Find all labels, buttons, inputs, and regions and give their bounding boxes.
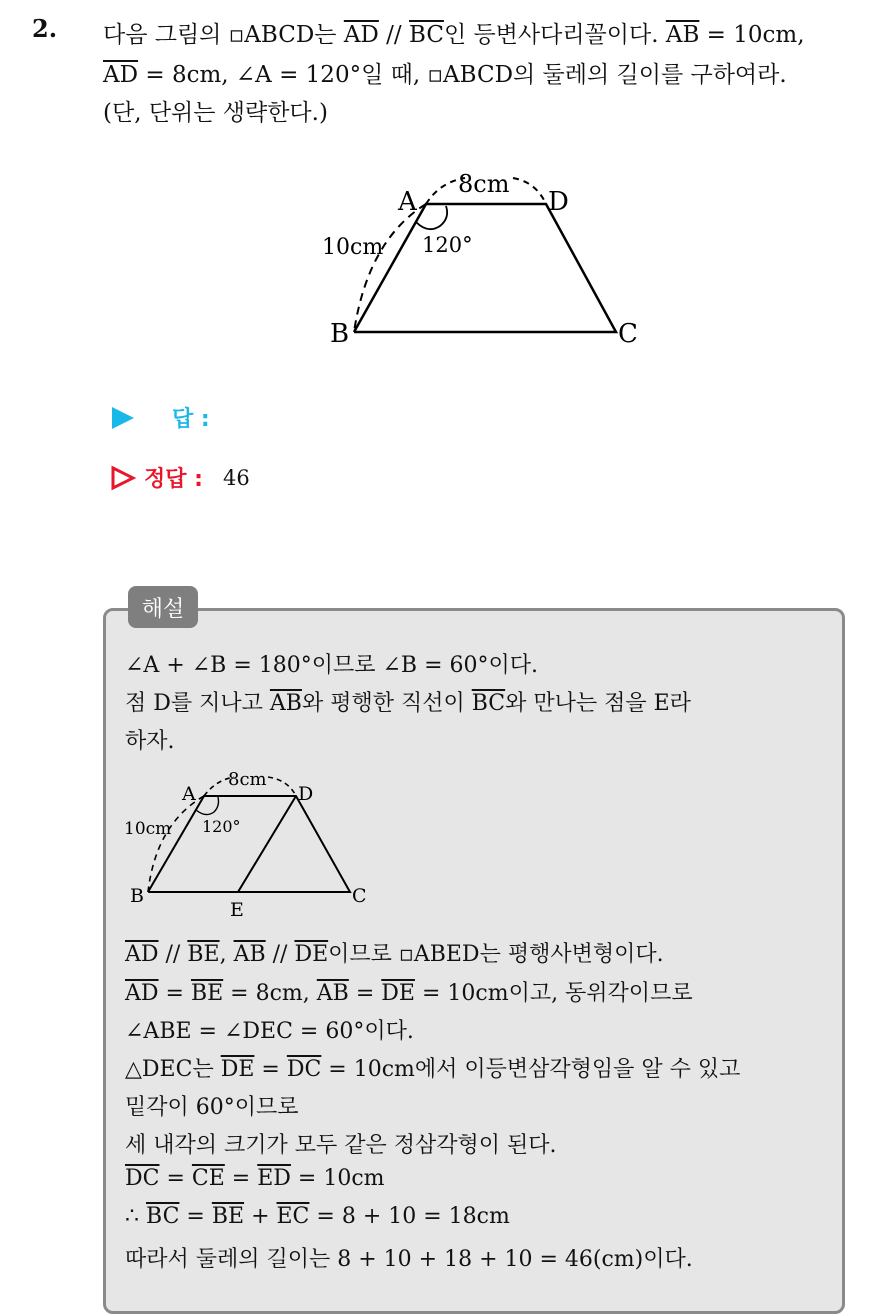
- line-de: [238, 796, 296, 892]
- vertex-label-c: C: [618, 319, 638, 349]
- filled-triangle-icon: [110, 405, 136, 431]
- vertex-label-a: A: [398, 187, 417, 217]
- solution-line-5: $\overline{AD} = \overline{BE} = 8cm$, $\overline{AB} = \overline{DE} = 10cm$이고, 동위각이므로: [125, 981, 693, 1006]
- question-line-2: $\overline{AD} = 8cm$, ∠A = 120°일 때, ▫ABCD의 둘레의 길이를 구하여라.: [103, 62, 787, 88]
- angle-a-arc: [416, 206, 447, 229]
- solution-vertex-a: A: [182, 783, 196, 805]
- solution-angle-label: 120°: [202, 817, 241, 836]
- solution-line-11: ∴ $\overline{BC} = \overline{BE} + \overline{EC} = 8 + 10 = 18cm$: [125, 1204, 510, 1229]
- solution-line-3: 하자.: [125, 729, 175, 754]
- solution-line-12: 따라서 둘레의 길이는 8 + 10 + 18 + 10 = 46(cm)이다.: [125, 1247, 693, 1272]
- correct-answer-value: 46: [222, 465, 250, 490]
- solution-top-dashed-arc-right: [268, 777, 296, 796]
- solution-vertex-b: B: [130, 885, 144, 907]
- answer-prompt-row: [110, 402, 210, 433]
- solution-side-length-label: 10cm: [124, 819, 172, 839]
- top-side-dashed-arc-right: [513, 178, 546, 204]
- solution-vertex-d: D: [298, 783, 314, 805]
- solution-line-6: ∠ABE = ∠DEC = 60°이다.: [125, 1019, 414, 1044]
- solution-trapezoid-outline: [148, 796, 350, 892]
- solution-line-9: 세 내각의 크기가 모두 같은 정삼각형이 된다.: [125, 1133, 557, 1158]
- answer-prompt-label: 답 :: [172, 407, 210, 432]
- solution-tag: 해설: [128, 586, 198, 628]
- question-line-1: 다음 그림의 ▫ABCD는 $\overline{AD} // \overline{BC}$인 등변사다리꼴이다. $\overline{AB} = 10cm$,: [103, 22, 805, 48]
- angle-label: 120°: [422, 233, 473, 257]
- vertex-label-b: B: [330, 319, 350, 349]
- solution-vertex-e: E: [230, 899, 244, 921]
- correct-answer-row: [110, 462, 250, 493]
- solution-vertex-c: C: [352, 885, 367, 907]
- vertex-label-d: D: [548, 187, 569, 217]
- solution-figure: [118, 764, 378, 924]
- solution-line-7: △DEC는 $\overline{DE} = \overline{DC} = 10cm$에서 이등변삼각형임을 알 수 있고: [125, 1057, 741, 1082]
- solution-line-10: $\overline{DC} = \overline{CE} = \overline{ED} = 10cm$: [125, 1166, 385, 1191]
- outline-triangle-icon: [110, 465, 136, 491]
- top-length-label: 8cm: [458, 170, 510, 198]
- correct-answer-label: 정답 :: [144, 467, 203, 492]
- trapezoid-outline: [354, 204, 616, 332]
- question-line-3: (단, 단위는 생략한다.): [103, 100, 328, 126]
- trapezoid-figure: [300, 160, 660, 360]
- solution-line-8: 밑각이 60°이므로: [125, 1095, 299, 1120]
- solution-line-2: 점 D를 지나고 $\overline{AB}$와 평행한 직선이 $\overline{BC}$와 만나는 점을 E라: [125, 691, 691, 716]
- solution-line-1: ∠A + ∠B = 180°이므로 ∠B = 60°이다.: [125, 653, 539, 678]
- solution-top-length-label: 8cm: [228, 769, 267, 790]
- side-length-label: 10cm: [322, 235, 384, 260]
- solution-line-4: $\overline{AD} // \overline{BE}$, $\overline{AB} // \overline{DE}$이므로 ▫ABED는 평행사변형이다.: [125, 942, 664, 967]
- question-number: 2.: [32, 14, 58, 43]
